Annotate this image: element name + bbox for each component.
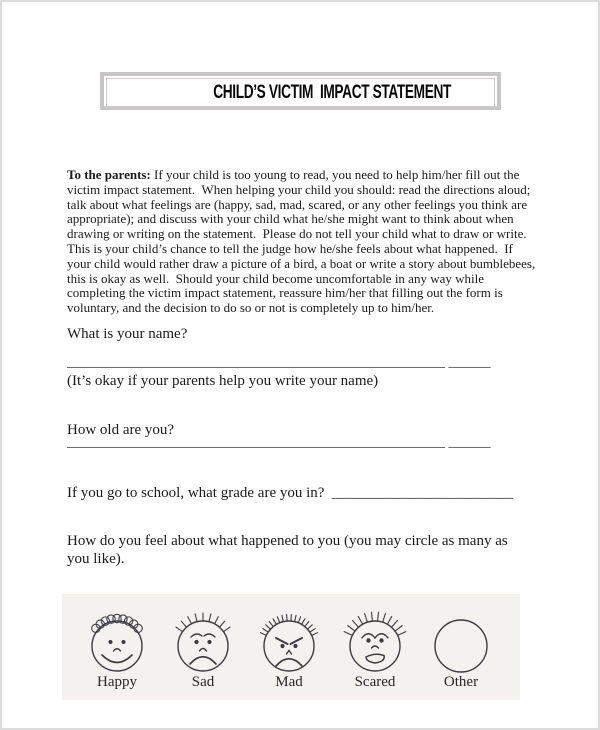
face-label-other: Other [443,674,479,690]
face-option-happy[interactable] [74,594,160,700]
face-label-sad: Sad [191,674,215,690]
grade-answer-line-blank[interactable]: _________________________ [331,485,513,501]
name-hint: (It’s okay if your parents help you write your name) [67,373,379,389]
face-label-scared: Scared [354,674,396,690]
title-banner [100,72,501,110]
name-question-label: What is your name? [67,326,188,342]
face-option-mad[interactable] [246,594,332,700]
scared-face-icon [332,596,418,674]
other-face-icon [418,596,504,674]
parent-instructions-lead: To the parents: [67,167,151,182]
grade-answer-line[interactable] [324,485,331,501]
happy-face-icon [74,596,160,674]
name-answer-line[interactable]: ______________________________________________________ ______ [67,355,491,370]
grade-question-row [67,485,513,502]
mad-face-icon [246,596,332,674]
face-option-scared[interactable] [332,594,418,700]
grade-question-label: If you go to school, what grade are you in? [67,485,325,501]
faces-row [62,594,534,700]
face-option-sad[interactable] [160,594,246,700]
face-label-mad: Mad [275,674,303,690]
feelings-faces-strip [62,594,520,700]
face-option-other[interactable] [418,594,504,700]
age-answer-line[interactable]: ______________________________________________________ ______ [67,435,491,450]
age-question-label: How old are you? [67,422,175,438]
parent-instructions [67,168,539,316]
page-title: CHILD’S VICTIM IMPACT STATEMENT [213,82,452,103]
title-banner-inner [106,78,495,108]
face-label-happy: Happy [97,674,137,690]
sad-face-icon [160,596,246,674]
feelings-question-label: How do you feel about what happened to you (you may circle as many as you like). [67,533,508,567]
parent-instructions-body: If your child is too young to read, you need to help him/her fill out the victim impact statement. When helping your child you should: read the directions aloud; talk about what feelings are (happy, sad, mad, scared, or any other feelings you think are appropriate); and discuss with your child what he/she might want to think about when drawing or writing on the statement. Please do not tell your child what to draw or write. This is your child’s chance to tell the judge how he/she feels about what happened. If your child would rather draw a picture of a bird, a boat or write a story about bumblebees, this is okay as well. Should your child become uncomfortable in any way while completing the victim impact statement, reassure him/her that filling out the form is voluntary, and the decision to do so or not is completely up to him/her. [67,167,539,316]
